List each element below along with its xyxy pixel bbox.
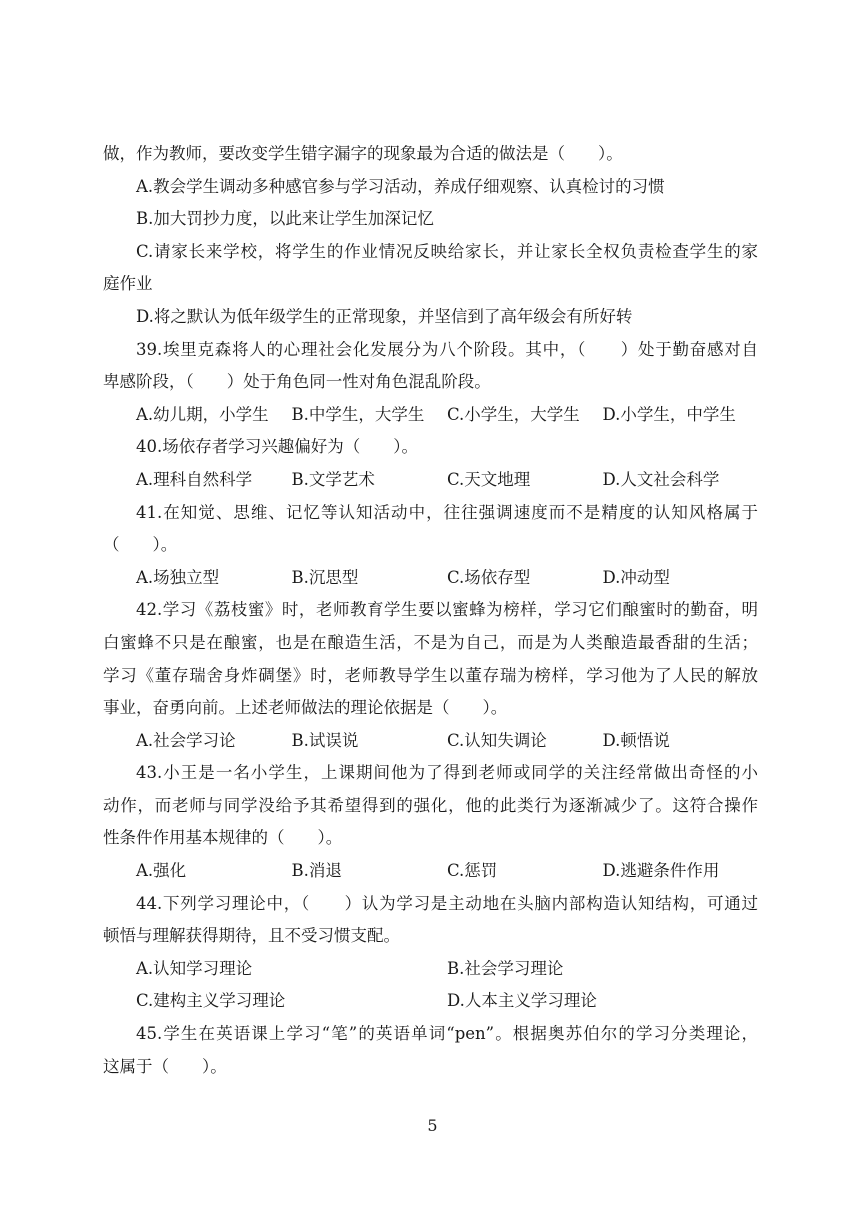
- q41-stem-cont: （ ）。: [103, 535, 178, 555]
- q39-option-d: D.小学生，中学生: [602, 404, 736, 424]
- q41-option-b: B.沉思型: [291, 567, 359, 587]
- q42-stem: 42.学习《荔枝蜜》时，老师教育学生要以蜜蜂为榜样，学习它们酿蜜时的勤奋，明: [136, 600, 758, 620]
- q40-option-b: B.文学艺术: [291, 469, 375, 489]
- q43-option-a: A.强化: [136, 861, 187, 881]
- q43-stem-cont-1: 动作，而老师与同学没给予其希望得到的强化，他的此类行为逐渐减少了。这符合操作: [103, 795, 758, 815]
- q38-option-c-cont: 庭作业: [103, 274, 153, 294]
- q40-option-c: C.天文地理: [447, 469, 531, 489]
- q42-stem-cont-3: 事业，奋勇向前。上述老师做法的理论依据是（ ）。: [103, 698, 508, 718]
- document-page: [103, 138, 758, 1083]
- q42-option-c: C.认知失调论: [447, 730, 547, 750]
- q42-stem-cont-2: 学习《董存瑞舍身炸碉堡》时，老师教导学生以董存瑞为榜样，学习他为了人民的解放: [103, 665, 758, 685]
- q42-stem-cont-1: 白蜜蜂不只是在酿蜜，也是在酿造生活，不是为自己，而是为人类酿造最香甜的生活；: [103, 632, 758, 652]
- q39-options: [103, 399, 758, 432]
- q43-stem-cont-2: 性条件作用基本规律的（ ）。: [103, 828, 343, 848]
- q44-stem-cont: 顿悟与理解获得期待，且不受习惯支配。: [103, 926, 400, 946]
- q40-option-d: D.人文社会科学: [602, 469, 720, 489]
- q41-option-a: A.场独立型: [136, 567, 220, 587]
- q44-options-row-1: [103, 953, 758, 986]
- q43-stem: 43.小王是一名小学生，上课期间他为了得到老师或同学的关注经常做出奇怪的小: [136, 763, 758, 783]
- q43-option-b: B.消退: [291, 861, 342, 881]
- q44-options-row-2: [103, 985, 758, 1018]
- q38-option-c: C.请家长来学校，将学生的作业情况反映给家长，并让家长全权负责检查学生的家: [136, 241, 758, 261]
- q38-stem: 做，作为教师，要改变学生错字漏字的现象最为合适的做法是（ ）。: [103, 144, 623, 163]
- q43-option-d: D.逃避条件作用: [602, 861, 720, 881]
- q42-option-d: D.顿悟说: [602, 730, 670, 750]
- q39-option-a: A.幼儿期，小学生: [136, 404, 269, 424]
- q41-options: [103, 562, 758, 595]
- q45-stem-cont: 这属于（ ）。: [103, 1056, 227, 1076]
- q42-option-b: B.试误说: [291, 730, 359, 750]
- q43-options: [103, 855, 758, 888]
- q42-option-a: A.社会学习论: [136, 730, 236, 750]
- q45-stem: 45.学生在英语课上学习“笔”的英语单词“pen”。根据奥苏伯尔的学习分类理论，: [136, 1024, 758, 1044]
- q39-option-c: C.小学生，大学生: [447, 404, 580, 424]
- q39-stem: 39.埃里克森将人的心理社会化发展分为八个阶段。其中，（ ）处于勤奋感对自: [136, 339, 758, 359]
- q42-options: [103, 725, 758, 758]
- q44-option-b: B.社会学习理论: [447, 958, 564, 978]
- q44-option-d: D.人本主义学习理论: [447, 991, 597, 1011]
- q38-option-d: D.将之默认为低年级学生的正常现象，并坚信到了高年级会有所好转: [136, 306, 633, 326]
- q38-option-b: B.加大罚抄力度，以此来让学生加深记忆: [136, 209, 434, 229]
- q41-option-d: D.冲动型: [602, 567, 670, 587]
- page-number: 5: [427, 1116, 438, 1135]
- q41-option-c: C.场依存型: [447, 567, 531, 587]
- q40-stem: 40.场依存者学习兴趣偏好为（ ）。: [136, 437, 418, 457]
- q44-option-c: C.建构主义学习理论: [136, 991, 286, 1011]
- q40-options: [103, 464, 758, 497]
- q40-option-a: A.理科自然科学: [136, 469, 253, 489]
- q44-option-a: A.认知学习理论: [136, 958, 253, 978]
- q39-option-b: B.中学生，大学生: [291, 404, 425, 424]
- q39-stem-cont: 卑感阶段，（ ）处于角色同一性对角色混乱阶段。: [103, 372, 491, 392]
- q44-stem: 44.下列学习理论中，（ ）认为学习是主动地在头脑内部构造认知结构，可通过: [136, 893, 758, 913]
- q41-stem: 41.在知觉、思维、记忆等认知活动中，往往强调速度而不是精度的认知风格属于: [136, 502, 758, 522]
- q38-option-a: A.教会学生调动多种感官参与学习活动，养成仔细观察、认真检讨的习惯: [136, 176, 665, 196]
- q43-option-c: C.惩罚: [447, 861, 498, 881]
